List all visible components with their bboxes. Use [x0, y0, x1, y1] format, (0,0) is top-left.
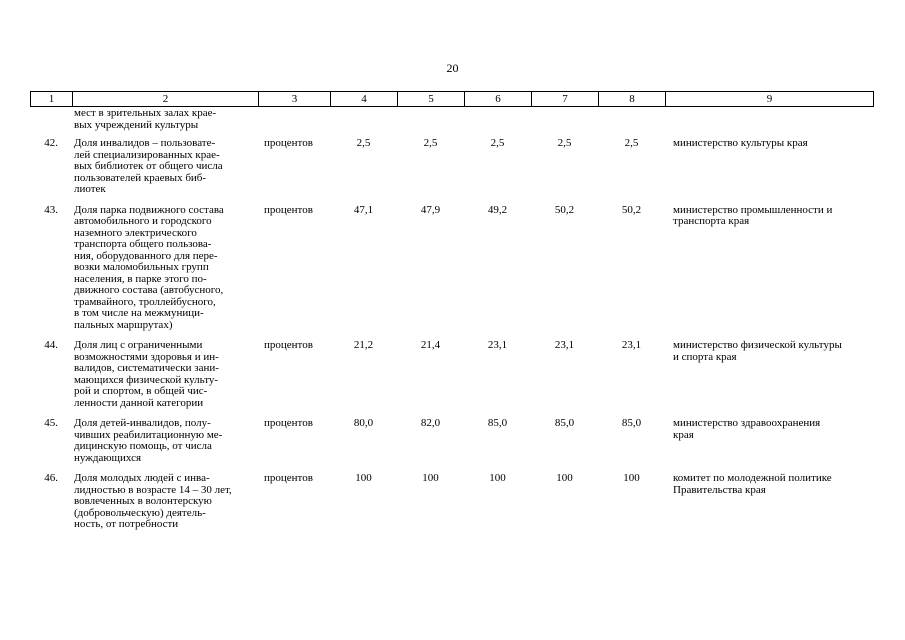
indicator-line: вовлеченных в волонтерскую: [74, 495, 212, 507]
value-year-5: 23,1: [621, 339, 642, 351]
indicator-line: возки маломобильных групп: [74, 261, 209, 273]
row-number: 44.: [44, 339, 58, 351]
value-year-5: 50,2: [621, 203, 642, 216]
value-year-1: 100: [355, 472, 372, 484]
row-number: 43.: [44, 203, 58, 216]
row-number: 42.: [44, 137, 58, 149]
table-body: [30, 108, 874, 531]
indicator-name: [72, 205, 258, 332]
responsible-line: края: [673, 428, 694, 441]
responsible-body: [665, 205, 874, 228]
indicator-line: автомобильного и городского: [74, 215, 212, 227]
table-row: [30, 205, 874, 332]
indicator-line: ность, от потребности: [74, 518, 179, 530]
responsible-body: [665, 473, 874, 496]
responsible-line: министерство физической культуры: [673, 339, 842, 351]
indicator-name: [72, 418, 258, 464]
value-year-1: 2,5: [356, 137, 371, 149]
responsible-line: министерство здравоохранения: [673, 417, 821, 429]
unit: процентов: [264, 203, 313, 216]
indicator-line: ленности данной категории: [74, 396, 204, 409]
indicator-line: лидностью в возрасте 14 – 30 лет,: [74, 483, 232, 496]
value-year-3: 2,5: [490, 137, 505, 149]
value-year-4: 2,5: [557, 137, 572, 149]
value-year-1: 80,0: [353, 417, 374, 429]
indicator-line: рой и спортом, в общей чис-: [74, 385, 208, 397]
value-year-1: 47,1: [353, 203, 374, 216]
indicator-line: мающихся физической культу-: [74, 373, 219, 386]
header-col-6: 6: [465, 92, 532, 107]
table-header: [30, 91, 874, 107]
value-year-2: 100: [422, 472, 439, 484]
value-year-4: 23,1: [554, 339, 575, 351]
indicator-line: возможностями здоровья и ин-: [74, 350, 219, 363]
indicator-line: ния, оборудованного для пере-: [74, 249, 218, 262]
indicator-name: [72, 473, 258, 531]
indicator-line: Доля лиц с ограниченными: [74, 339, 203, 351]
indicator-line: чивших реабилитационную ме-: [74, 428, 223, 441]
indicator-line: пальных маршрутах): [74, 318, 173, 331]
responsible-line: комитет по молодежной политике: [673, 472, 832, 484]
continuation-row: [30, 108, 874, 131]
indicator-line: движного состава (автобусного,: [74, 284, 224, 296]
indicator-line: в том числе на межмуници-: [74, 307, 204, 319]
header-col-1: 1: [31, 92, 73, 107]
table-row: [30, 138, 874, 196]
value-year-1: 21,2: [353, 339, 374, 351]
value-year-2: 47,9: [420, 203, 441, 216]
indicator-line: наземного электрического: [74, 226, 197, 239]
unit: процентов: [264, 339, 313, 351]
value-year-4: 50,2: [554, 203, 575, 216]
unit: процентов: [264, 472, 313, 484]
value-year-2: 82,0: [420, 417, 441, 429]
indicator-line: пользователей краевых биб-: [74, 171, 207, 184]
indicator-line: лей специализированных крае-: [74, 148, 220, 161]
value-year-4: 100: [556, 472, 573, 484]
indicator-line: Доля инвалидов – пользовате-: [74, 137, 216, 149]
responsible-body: [665, 340, 874, 363]
indicator-name: [72, 340, 258, 409]
value-year-3: 23,1: [487, 339, 508, 351]
indicator-line: дицинскую помощь, от числа: [74, 440, 212, 452]
responsible-line: и спорта края: [673, 350, 737, 363]
responsible-body: [665, 418, 874, 441]
value-year-4: 85,0: [554, 417, 575, 429]
unit: процентов: [264, 137, 313, 149]
responsible-line: Правительства края: [673, 483, 766, 496]
responsible-line: министерство промышленности и: [673, 203, 833, 216]
indicator-line: (добровольческую) деятель-: [74, 506, 206, 519]
value-year-2: 2,5: [423, 137, 438, 149]
indicator-line: валидов, систематически зани-: [74, 362, 219, 374]
responsible-body: [665, 138, 874, 150]
indicator-line: населения, в парке этого по-: [74, 272, 207, 285]
value-year-5: 85,0: [621, 417, 642, 429]
value-year-3: 85,0: [487, 417, 508, 429]
indicator-line: Доля детей-инвалидов, полу-: [74, 417, 211, 429]
header-col-5: 5: [398, 92, 465, 107]
table-row: [30, 473, 874, 531]
indicator-line: трамвайного, троллейбусного,: [74, 295, 216, 308]
indicator-line: лиотек: [74, 183, 106, 195]
header-row: [31, 92, 874, 107]
page-number: 20: [446, 61, 459, 75]
row-number: 45.: [44, 417, 58, 429]
continuation-text: мест в зрительных залах крае- вых учреждений культуры: [74, 107, 217, 131]
value-year-5: 2,5: [624, 137, 639, 149]
responsible-line: министерство культуры края: [673, 137, 808, 149]
responsible-line: транспорта края: [673, 215, 750, 227]
table-row: [30, 340, 874, 409]
indicator-line: транспорта общего пользова-: [74, 238, 212, 250]
header-col-9: 9: [666, 92, 874, 107]
value-year-3: 49,2: [487, 203, 508, 216]
row-number: 46.: [44, 472, 58, 484]
header-col-7: 7: [532, 92, 599, 107]
table-row: [30, 418, 874, 464]
header-col-4: 4: [331, 92, 398, 107]
indicator-line: нуждающихся: [74, 451, 142, 464]
indicator-line: вых библиотек от общего числа: [74, 160, 223, 172]
header-col-8: 8: [599, 92, 666, 107]
value-year-5: 100: [623, 472, 640, 484]
value-year-2: 21,4: [420, 339, 441, 351]
indicator-line: Доля парка подвижного состава: [74, 203, 224, 216]
indicator-line: Доля молодых людей с инва-: [74, 472, 210, 484]
value-year-3: 100: [489, 472, 506, 484]
header-col-2: 2: [73, 92, 259, 107]
unit: процентов: [264, 417, 313, 429]
header-col-3: 3: [259, 92, 331, 107]
indicator-name: [72, 138, 258, 196]
